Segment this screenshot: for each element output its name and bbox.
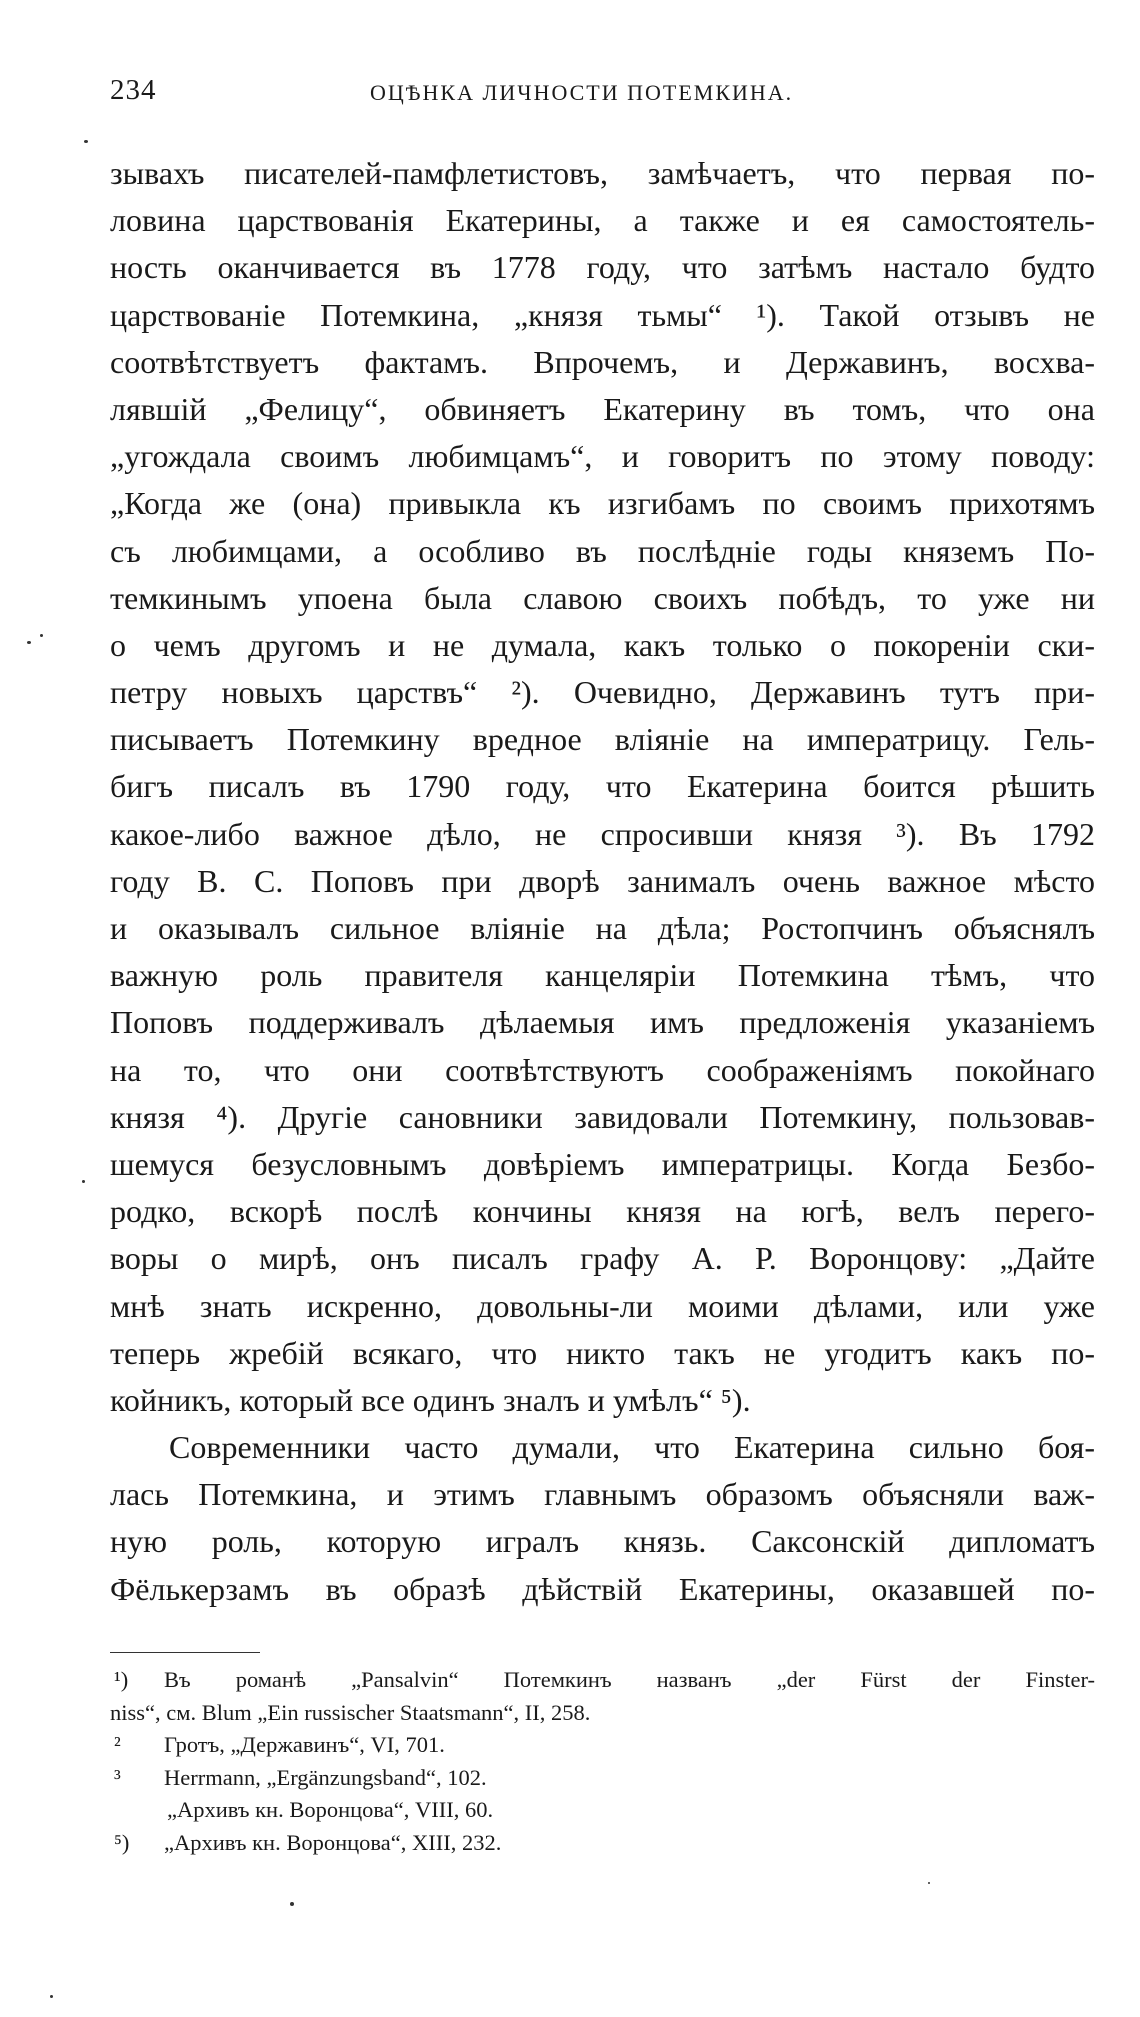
text-line: шемуся безусловнымъ довѣріемъ императрицы. Когда Безбо- <box>110 1145 1095 1182</box>
footnote-marker: ² <box>114 1732 121 1757</box>
text-line-paragraph-start: Современники часто думали, что Екатерина сильно боя- <box>169 1429 1095 1466</box>
footnote-text: „Архивъ кн. Воронцова“, VIII, 60. <box>167 1797 494 1822</box>
text-line: ную роль, которую игралъ князь. Саксонскій дипломатъ <box>110 1523 1095 1560</box>
page-header <box>110 74 1102 114</box>
footnote-3 <box>110 1762 1095 1795</box>
scan-speck <box>27 641 31 644</box>
text-line: воры о мирѣ, онъ писалъ графу А. Р. Воронцову: „Дайте <box>110 1240 1095 1277</box>
running-title: ОЦѢНКА ЛИЧНОСТИ ПОТЕМКИНА. <box>370 80 794 105</box>
text-line: о чемъ другомъ и не думала, какъ только о покореніи ски- <box>110 626 1095 663</box>
scan-speck <box>82 1180 85 1183</box>
text-line: мнѣ знать искренно, довольны-ли моими дѣлами, или уже <box>110 1287 1095 1324</box>
footnotes <box>110 1664 1095 1859</box>
scan-speck <box>40 634 43 637</box>
text-line: какое-либо важное дѣло, не спросивши князя ³). Въ 1792 <box>110 815 1095 852</box>
text-line: родко, вскорѣ послѣ кончины князя на югѣ, велъ перего- <box>110 1193 1095 1230</box>
scan-speck <box>928 1882 930 1884</box>
footnote-divider <box>110 1652 260 1653</box>
footnote-marker: ³ <box>114 1764 121 1790</box>
text-line-paragraph-end: койникъ, который все одинъ зналъ и умѣлъ“ ⁵). <box>110 1381 751 1418</box>
text-line: ность оканчивается въ 1778 году, что затѣмъ настало будто <box>110 249 1095 286</box>
footnote-text: „Архивъ кн. Воронцова“, XIII, 232. <box>164 1829 502 1855</box>
text-line: важную роль правителя канцеляріи Потемкина тѣмъ, что <box>110 957 1095 994</box>
footnote-2 <box>110 1729 1095 1762</box>
footnote-5 <box>110 1827 1095 1860</box>
text-line: „Когда же (она) привыкла къ изгибамъ по своимъ прихотямъ <box>110 485 1095 522</box>
text-line: лась Потемкина, и этимъ главнымъ образомъ объясняли важ- <box>110 1476 1095 1513</box>
footnote-text: Въ романѣ „Pansalvin“ Потемкинъ названъ „der Fürst der Finster- <box>164 1667 1095 1692</box>
text-line: Фёлькерзамъ въ образѣ дѣйствій Екатерины, оказавшей по- <box>110 1570 1095 1607</box>
scan-speck <box>84 140 88 143</box>
footnote-text: niss“, см. Blum „Ein russischer Staatsmann“, II, 258. <box>110 1699 591 1725</box>
text-line: писываетъ Потемкину вредное вліяніе на императрицу. Гель- <box>110 721 1095 758</box>
text-line: „угождала своимъ любимцамъ“, и говоритъ по этому поводу: <box>110 438 1095 475</box>
footnote-4 <box>110 1794 1095 1827</box>
text-line: соотвѣтствуетъ фактамъ. Впрочемъ, и Державинъ, восхва- <box>110 343 1095 380</box>
footnote-1 <box>110 1664 1095 1697</box>
text-line: темкинымъ упоена была славою своихъ побѣдъ, то уже ни <box>110 579 1095 616</box>
footnote-1-continuation <box>110 1697 1095 1730</box>
text-line: царствованіе Потемкина, „князя тьмы“ ¹). Такой отзывъ не <box>110 296 1095 333</box>
text-line: петру новыхъ царствъ“ ²). Очевидно, Державинъ тутъ при- <box>110 674 1095 711</box>
page-number: 234 <box>110 74 157 106</box>
text-line: Поповъ поддерживалъ дѣлаемыя имъ предложенія указаніемъ <box>110 1004 1095 1041</box>
main-text <box>110 150 1095 1613</box>
scan-speck <box>50 1995 53 1998</box>
text-line: бигъ писалъ въ 1790 году, что Екатерина боится рѣшить <box>110 768 1095 805</box>
text-line: съ любимцами, а особливо въ послѣдніе годы княземъ По- <box>110 532 1095 569</box>
text-line: на то, что они соотвѣтствуютъ соображеніямъ покойнаго <box>110 1051 1095 1088</box>
text-line: князя ⁴). Другіе сановники завидовали Потемкину, пользовав- <box>110 1098 1095 1135</box>
footnote-text: Herrmann, „Ergänzungsband“, 102. <box>164 1764 487 1790</box>
text-line: ловина царствованія Екатерины, а также и ея самостоятель- <box>110 202 1095 239</box>
text-line: лявшій „Фелицу“, обвиняетъ Екатерину въ томъ, что она <box>110 390 1095 427</box>
text-line: теперь жребій всякаго, что никто такъ не угодитъ какъ по- <box>110 1334 1095 1371</box>
text-line: и оказывалъ сильное вліяніе на дѣла; Ростопчинъ объяснялъ <box>110 910 1095 946</box>
scan-speck <box>290 1902 294 1906</box>
text-line: году В. С. Поповъ при дворѣ занималъ очень важное мѣсто <box>110 862 1095 899</box>
text-line: зывахъ писателей-памфлетистовъ, замѣчаетъ, что первая по- <box>110 155 1095 191</box>
footnote-marker: ¹) <box>114 1667 129 1692</box>
footnote-marker: ⁵) <box>114 1829 130 1855</box>
footnote-text: Гротъ, „Державинъ“, VI, 701. <box>164 1732 445 1757</box>
